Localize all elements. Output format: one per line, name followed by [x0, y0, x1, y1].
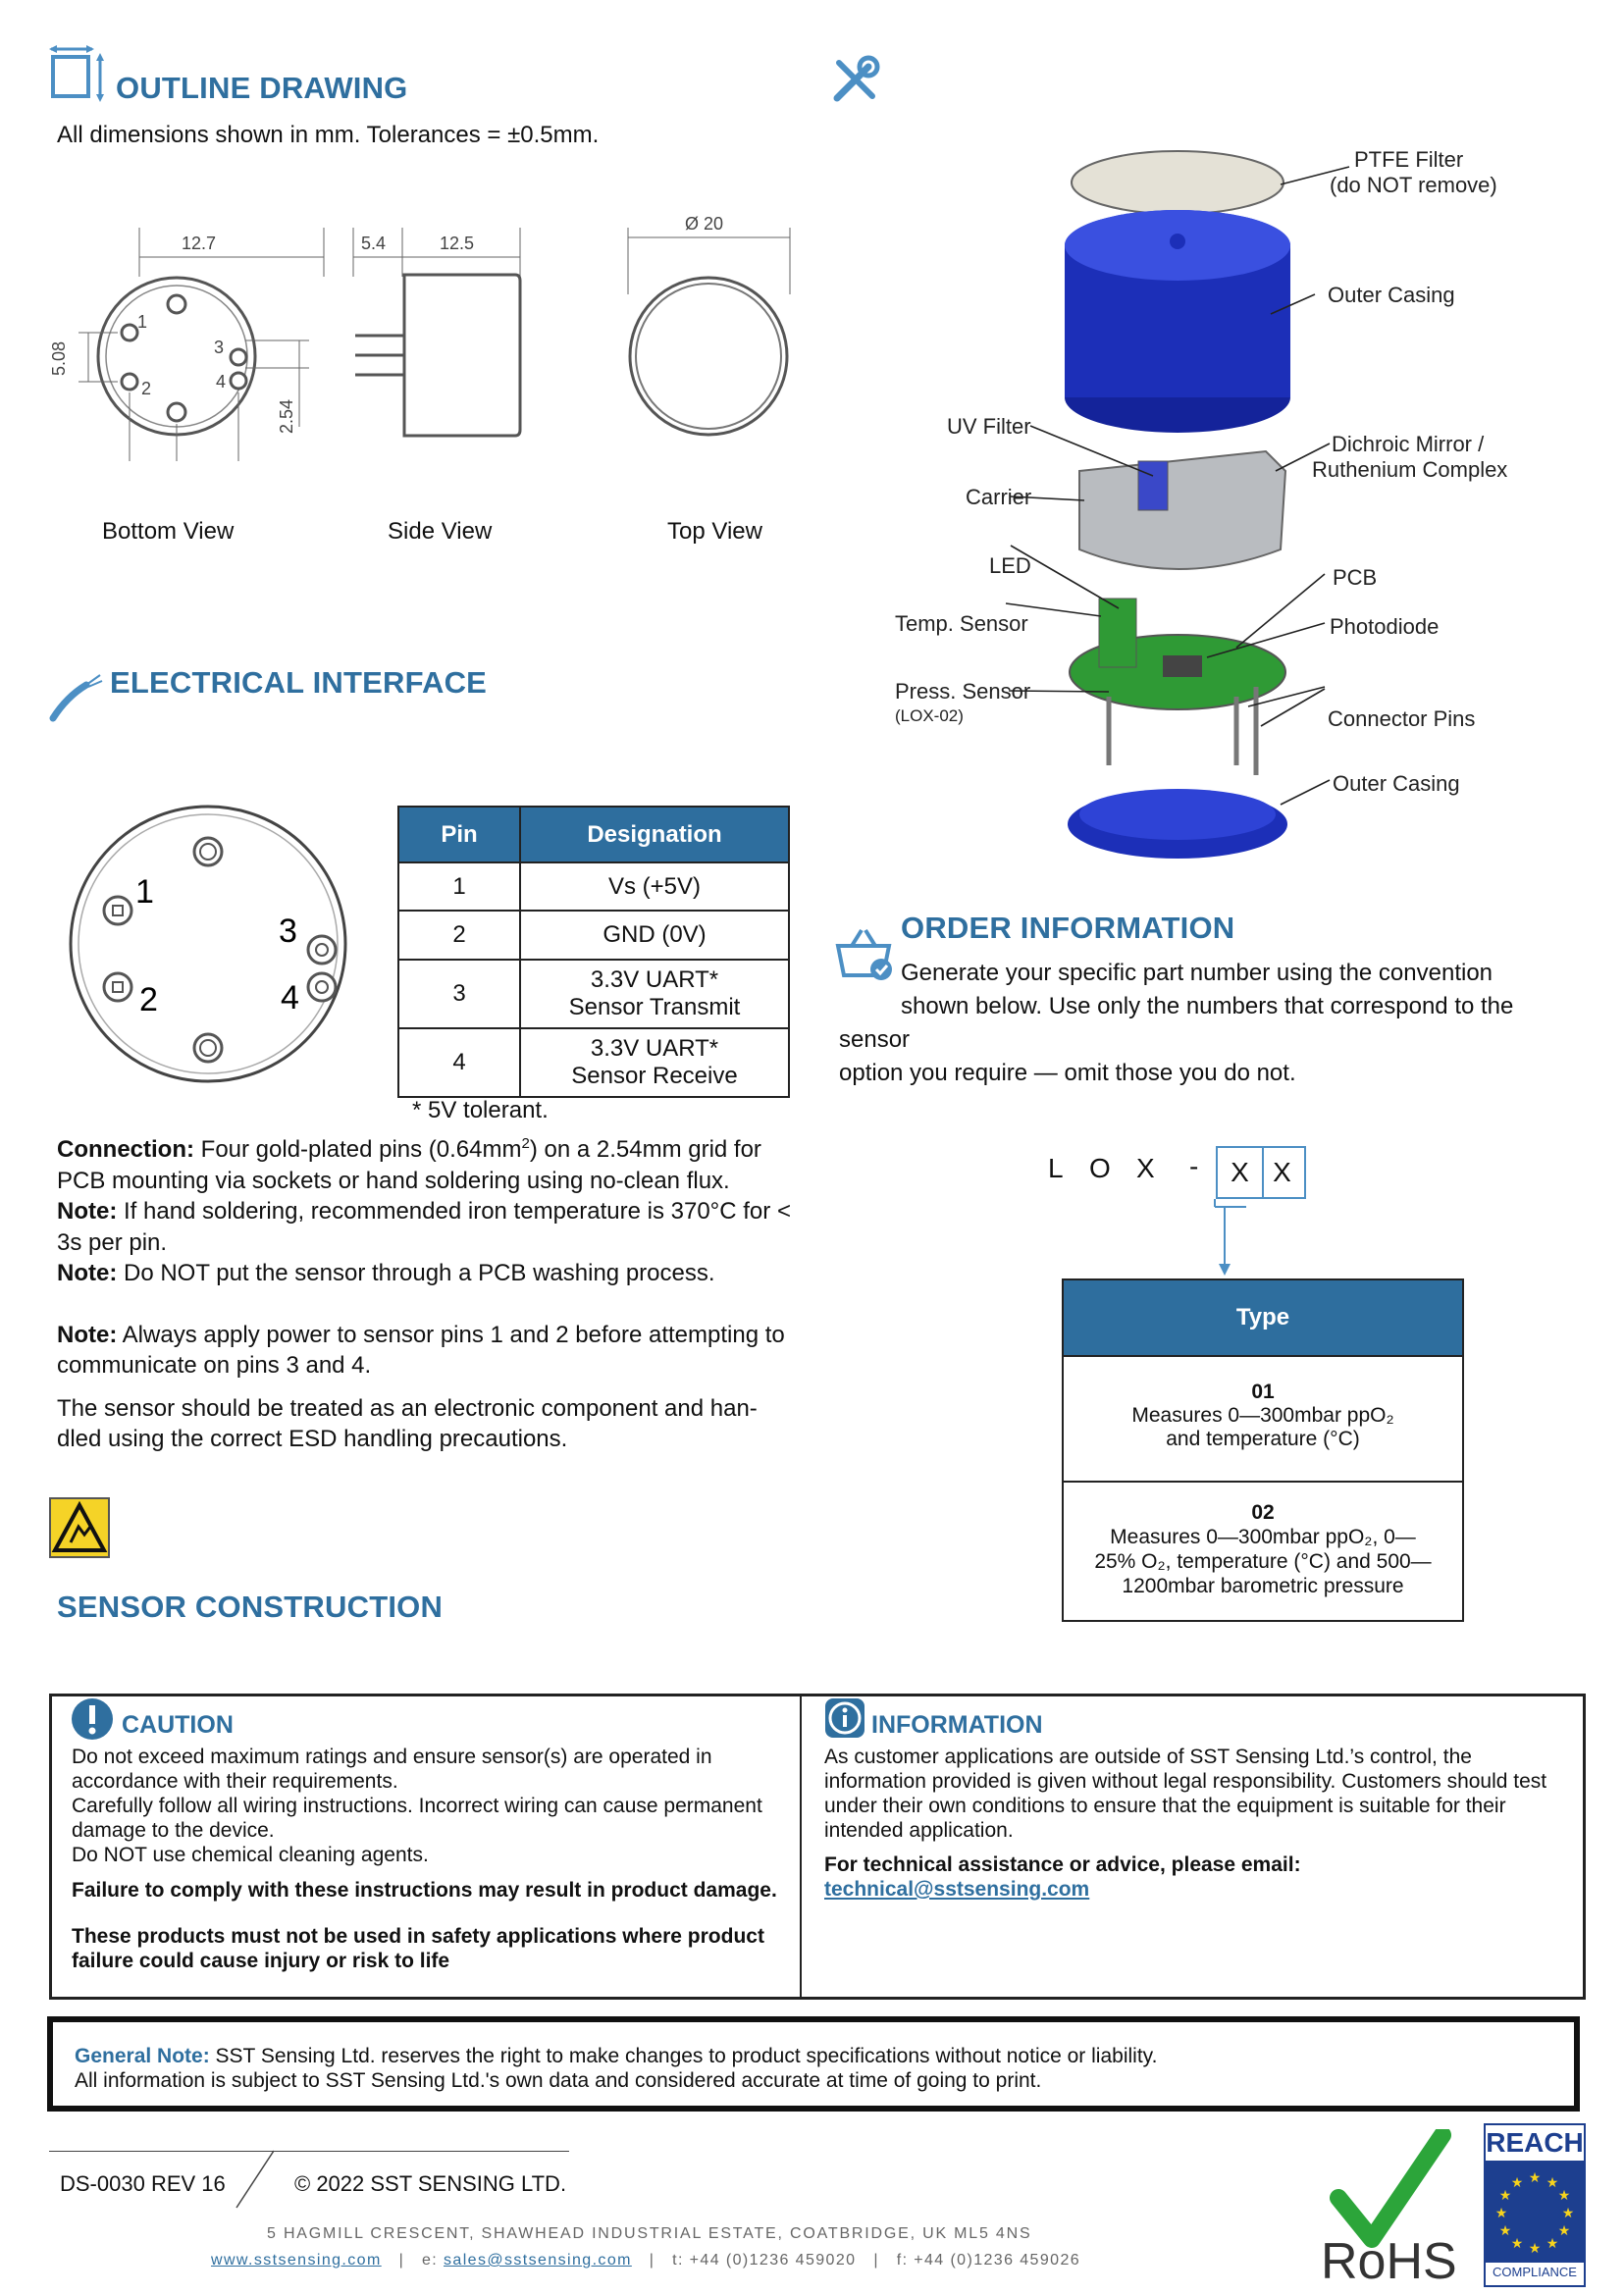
svg-text:★: ★	[1494, 2206, 1508, 2221]
electrical-title: ELECTRICAL INTERFACE	[110, 665, 488, 700]
label-outer-casing-top: Outer Casing	[1328, 283, 1455, 307]
note-soldering: Note: If hand soldering, recommended iron temperature is 370°C for < 3s per pin.	[57, 1198, 791, 1256]
copyright: © 2022 SST SENSING LTD.	[294, 2171, 567, 2196]
cable-icon	[47, 667, 104, 724]
label-press2: (LOX-02)	[895, 706, 964, 725]
electrical-notes	[57, 1128, 793, 1455]
pin-cell: 4	[398, 1028, 520, 1097]
bottom-pin-4: 4	[216, 372, 227, 391]
table-row	[398, 911, 789, 960]
order-text-3: sensor	[839, 1026, 911, 1053]
pin-label-3: 3	[279, 913, 297, 950]
table-row	[398, 1028, 789, 1097]
caution-line: Do not exceed maximum ratings and ensure sensor(s) are operated in accordance with their requirements.	[72, 1746, 712, 1793]
footer-contacts: www.sstsensing.com | e: sales@sstsensing.com | t: +44 (0)1236 459020 | f: +44 (0)1236 459026	[211, 2252, 1081, 2269]
dim-bottom-width: 12.7	[182, 234, 217, 253]
construction-title: SENSOR CONSTRUCTION	[57, 1590, 444, 1624]
dim-side-b: 12.5	[440, 234, 475, 253]
dim-side-a: 5.4	[361, 234, 387, 253]
caution-title: CAUTION	[122, 1711, 234, 1739]
outline-subtitle: All dimensions shown in mm. Tolerances = ±0.5mm.	[57, 122, 600, 148]
footer-address: 5 HAGMILL CRESCENT, SHAWHEAD INDUSTRIAL ESTATE, COATBRIDGE, UK ML5 4NS	[267, 2225, 1032, 2242]
type-row-02: 02 Measures 0—300mbar ppO₂, 0— 25% O₂, temperature (°C) and 500— 1200mbar barometric pressure	[1094, 1501, 1432, 1597]
reach-text: REACH	[1486, 2125, 1584, 2161]
part-slot-2: X	[1260, 1146, 1306, 1199]
label-dichroic2: Ruthenium Complex	[1312, 457, 1508, 482]
pin-cell: 2	[398, 911, 520, 960]
rohs-text: RoHS	[1321, 2233, 1457, 2286]
pin-cell: 3	[398, 960, 520, 1028]
order-text-2: shown below. Use only the numbers that correspond to the	[901, 993, 1514, 1019]
information-body	[824, 1745, 1560, 1902]
connection-paragraph: Connection: Four gold-plated pins $(0.64mm^2)$ on a 2.54mm grid for PCB mounting via sockets or hand soldering using no-clean flux.	[57, 1135, 761, 1194]
svg-text:★: ★	[1510, 2175, 1524, 2191]
label-carrier: Carrier	[966, 485, 1032, 509]
caution-bold-1: Failure to comply with these instructions may result in product damage.	[72, 1879, 777, 1902]
carrier	[1079, 451, 1285, 569]
svg-text:★: ★	[1557, 2223, 1571, 2239]
box-divider	[800, 1694, 802, 1997]
type-header: Type	[1064, 1280, 1462, 1357]
table-row	[398, 862, 789, 911]
label-led: LED	[989, 553, 1031, 578]
telephone: t: +44 (0)1236 459020	[672, 2252, 857, 2269]
footer-slash	[231, 2149, 280, 2210]
label-dichroic: Dichroic Mirror /	[1332, 432, 1485, 456]
dim-bottom-right: 2.54	[277, 398, 296, 434]
table-footnote: * 5V tolerant.	[412, 1097, 549, 1123]
note-washing: Note: Do NOT put the sensor through a PCB washing process.	[57, 1260, 715, 1286]
svg-text:★: ★	[1545, 2236, 1559, 2252]
pinout-diagram	[59, 805, 358, 1084]
part-connector-arrow	[1207, 1199, 1246, 1278]
general-note-text: General Note: SST Sensing Ltd. reserves the right to make changes to product specifications without notice or liability. All information is subject to SST Sensing Ltd.'s own data and considered accurate at time of going to print.	[75, 2045, 1158, 2092]
label-photodiode: Photodiode	[1330, 614, 1440, 639]
label-outer-casing-bottom: Outer Casing	[1333, 771, 1460, 796]
rohs-logo	[1315, 2129, 1462, 2286]
footer-top-rule	[49, 2151, 569, 2152]
reach-compliance: COMPLIANCE	[1493, 2265, 1577, 2279]
part-prefix-o: O	[1089, 1153, 1111, 1183]
label-ptfe: PTFE Filter	[1354, 147, 1464, 172]
pin-label-2: 2	[139, 981, 158, 1018]
svg-text:★: ★	[1498, 2223, 1512, 2239]
ptfe-filter-disc	[1072, 151, 1283, 214]
label-uv-filter: UV Filter	[947, 414, 1031, 439]
order-text-1: Generate your specific part number using the convention	[901, 960, 1493, 986]
caution-icon	[71, 1697, 114, 1741]
information-icon	[824, 1697, 865, 1739]
order-title: ORDER INFORMATION	[901, 911, 1235, 945]
pin-cell: 1	[398, 862, 520, 911]
basket-icon	[832, 926, 895, 983]
sensor-exploded-view	[883, 137, 1531, 883]
designation-cell: 3.3V UART* Sensor Receive	[520, 1028, 789, 1097]
fax: f: +44 (0)1236 459026	[896, 2252, 1081, 2269]
esd-warning-icon	[49, 1497, 110, 1558]
website-link[interactable]: www.sstsensing.com	[211, 2252, 382, 2269]
label-temp: Temp. Sensor	[895, 611, 1028, 636]
dim-bottom-left: 5.08	[49, 340, 69, 376]
designation-cell: 3.3V UART* Sensor Transmit	[520, 960, 789, 1028]
svg-text:★: ★	[1561, 2206, 1575, 2221]
svg-text:★: ★	[1498, 2188, 1512, 2204]
caution-line: Carefully follow all wiring instructions. Incorrect wiring can cause permanent damage to the device.	[72, 1795, 762, 1842]
outline-drawings	[49, 216, 824, 461]
document-number: DS-0030 REV 16	[60, 2171, 226, 2196]
designation-cell: GND (0V)	[520, 911, 789, 960]
side-view-drawing	[353, 228, 520, 436]
label-press: Press. Sensor	[895, 679, 1031, 704]
svg-text:★: ★	[1557, 2188, 1571, 2204]
reach-logo	[1484, 2123, 1586, 2287]
svg-text:★: ★	[1528, 2170, 1542, 2186]
label-bottom-view: Bottom View	[102, 518, 235, 545]
general-note-label: General Note:	[75, 2045, 210, 2067]
tools-icon	[829, 55, 880, 106]
sales-email-link[interactable]: sales@sstsensing.com	[444, 2252, 632, 2269]
caution-line: Do NOT use chemical cleaning agents.	[72, 1844, 429, 1866]
part-prefix-x: X	[1136, 1153, 1155, 1183]
designation-cell: Vs (+5V)	[520, 862, 789, 911]
type-row-01: 01 Measures 0—300mbar ppO₂ and temperature (°C)	[1064, 1357, 1462, 1483]
pin-label-1: 1	[135, 873, 154, 911]
note-power: Note: Always apply power to sensor pins 1 and 2 before attempting to communicate on pins 3 and 4.	[57, 1321, 785, 1379]
svg-text:★: ★	[1528, 2241, 1542, 2257]
type-table	[1062, 1278, 1464, 1622]
table-row	[398, 960, 789, 1028]
outline-icon	[47, 45, 106, 104]
pin-table	[397, 806, 790, 1098]
esd-paragraph: The sensor should be treated as an electronic component and han-dled using the correct ESD handling precautions.	[57, 1394, 758, 1452]
bottom-view-drawing	[49, 228, 324, 461]
label-connector: Connector Pins	[1328, 706, 1476, 731]
pin-label-4: 4	[281, 979, 299, 1017]
svg-text:★: ★	[1510, 2236, 1524, 2252]
outline-title: OUTLINE DRAWING	[116, 71, 408, 105]
order-text-4: option you require — omit those you do not.	[839, 1060, 1296, 1086]
information-bold: For technical assistance or advice, please email:	[824, 1853, 1301, 1876]
information-text: As customer applications are outside of SST Sensing Ltd.’s control, the information provided is given without legal responsibility. Customers should test under their own conditions to ensure that the equipment is suitable for their intended application.	[824, 1746, 1547, 1842]
label-top-view: Top View	[667, 518, 762, 545]
bottom-pin-3: 3	[214, 338, 225, 357]
technical-email-link[interactable]: technical@sstsensing.com	[824, 1878, 1090, 1901]
bottom-pin-2: 2	[141, 379, 152, 398]
top-view-drawing	[628, 216, 790, 435]
part-slot-1: X	[1216, 1146, 1264, 1199]
pin-table-header-pin: Pin	[398, 807, 520, 862]
eu-stars-icon	[1486, 2161, 1584, 2263]
part-prefix-l: L	[1048, 1153, 1064, 1183]
information-title: INFORMATION	[871, 1711, 1043, 1739]
bottom-pin-1: 1	[137, 312, 148, 332]
svg-text:★: ★	[1545, 2175, 1559, 2191]
dim-top-dia: Ø 20	[685, 216, 724, 234]
caution-bold-2: These products must not be used in safety applications where product failure could cause injury or risk to life	[72, 1925, 764, 1972]
label-ptfe2: (do NOT remove)	[1330, 173, 1497, 197]
pin-table-header-designation: Designation	[520, 807, 789, 862]
label-pcb: PCB	[1333, 565, 1378, 590]
part-prefix-dash: -	[1189, 1151, 1199, 1181]
caution-body	[72, 1745, 778, 1973]
label-side-view: Side View	[388, 518, 493, 545]
